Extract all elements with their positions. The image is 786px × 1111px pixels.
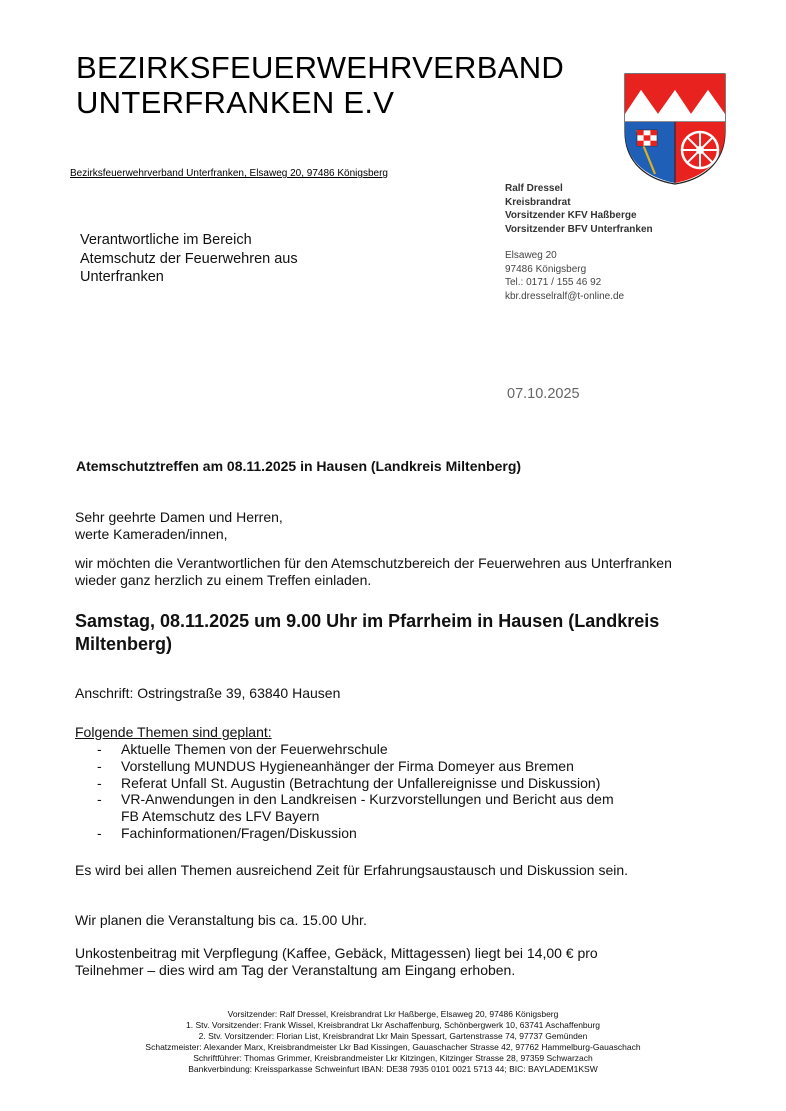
subject-line: Atemschutztreffen am 08.11.2025 in Hausen (Landkreis Miltenberg) [76,458,522,474]
footer-line-3: 2. Stv. Vorsitzender: Florian List, Kreisbrandrat Lkr Main Spessart, Gartenstrasse 74, 97737 Gemünden [198,1031,588,1041]
salutation-line-1: Sehr geehrte Damen und Herren, [75,509,283,525]
footer-line-2: 1. Stv. Vorsitzender: Frank Wissel, Kreisbrandrat Lkr Aschaffenburg, Schönbergwerk 10, 63741 Aschaffenburg [186,1020,600,1030]
topic-text: VR-Anwendungen in den Landkreisen - Kurzvorstellungen und Bericht aus dem FB Atemschutz des LFV Bayern [121,791,614,825]
bullet-dash: - [97,824,102,841]
page-footer [0,1009,786,1075]
event-address: Anschrift: Ostringstraße 39, 63840 Hausen [75,685,341,701]
org-title-line2: UNTERFRANKEN E.V [76,85,395,120]
topics-heading: Folgende Themen sind geplant: [75,724,272,740]
footer-line-4: Schatzmeister: Alexander Marx, Kreisbrandmeister Lkr Bad Kissingen, Gauaschacher Strasse 42, 97762 Hammelburg-Gauaschach [145,1042,641,1052]
topic-text: Vorstellung MUNDUS Hygieneanhänger der Firma Domeyer aus Bremen [121,757,574,774]
contact-title-1: Kreisbrandrat [505,196,571,208]
contact-phone: Tel.: 0171 / 155 46 92 [505,277,602,288]
end-note: Wir planen die Veranstaltung bis ca. 15.00 Uhr. [75,912,367,928]
intro-paragraph: wir möchten die Verantwortlichen für den Atemschutzbereich der Feuerwehren aus Unterfranken wieder ganz herzlich zu einem Treffen einladen. [75,555,672,588]
footer-line-6: Bankverbindung: Kreissparkasse Schweinfurt IBAN: DE38 7935 0101 0021 5713 44; BIC: BAYLADEM1KSW [188,1064,598,1074]
salutation [75,509,715,543]
cost-note: Unkostenbeitrag mit Verpflegung (Kaffee, Gebäck, Mittagessen) liegt bei 14,00 € pro Teilnehmer – dies wird am Tag der Veranstaltung am Eingang erhoben. [75,945,598,978]
organization-title [76,50,564,120]
contact-city: 97486 Königsberg [505,263,587,275]
list-item [75,775,695,792]
recipient-line-3: Unterfranken [80,269,164,285]
list-item [75,758,695,775]
list-item [75,825,695,842]
contact-name: Ralf Dressel [505,183,563,194]
event-headline: Samstag, 08.11.2025 um 9.00 Uhr im Pfarrheim in Hausen (Landkreis Miltenberg) [75,611,660,654]
bullet-dash: - [97,791,102,808]
list-item [75,791,695,825]
footer-line-5: Schriftführer: Thomas Grimmer, Kreisbrandmeister Lkr Kitzingen, Kitzinger Strasse 28, 97359 Schwarzach [193,1053,593,1063]
contact-street: Elsaweg 20 [505,250,557,261]
time-note: Es wird bei allen Themen ausreichend Zeit für Erfahrungsaustausch und Diskussion sein. [75,862,629,878]
recipient-line-1: Verantwortliche im Bereich [80,232,252,248]
contact-title-2: Vorsitzender KFV Haßberge [505,210,637,221]
contact-title-3: Vorsitzender BFV Unterfranken [505,223,653,235]
contact-block [505,182,653,303]
coat-of-arms-icon [623,72,727,186]
recipient-line-2: Atemschutz der Feuerwehren aus [80,250,298,267]
topic-text: Aktuelle Themen von der Feuerwehrschule [121,741,388,757]
recipient-address [80,231,298,287]
bullet-dash: - [97,774,102,791]
bullet-dash: - [97,741,102,757]
contact-email[interactable]: kbr.dresselralf@t-online.de [505,290,625,302]
salutation-line-2: werte Kameraden/innen, [75,526,228,542]
bullet-dash: - [97,757,102,774]
topic-text: Fachinformationen/Fragen/Diskussion [121,824,357,841]
list-item [75,741,695,758]
footer-line-1: Vorsitzender: Ralf Dressel, Kreisbrandrat Lkr Haßberge, Elsaweg 20, 97486 Königsberg [227,1009,559,1019]
letter-date: 07.10.2025 [507,386,580,402]
sender-return-address: Bezirksfeuerwehrverband Unterfranken, Elsaweg 20, 97486 Königsberg [70,168,388,179]
org-title-line1: BEZIRKSFEUERWEHRVERBAND [76,50,565,85]
topics-list [75,741,695,842]
topic-text: Referat Unfall St. Augustin (Betrachtung der Unfallereignisse und Diskussion) [121,774,601,791]
